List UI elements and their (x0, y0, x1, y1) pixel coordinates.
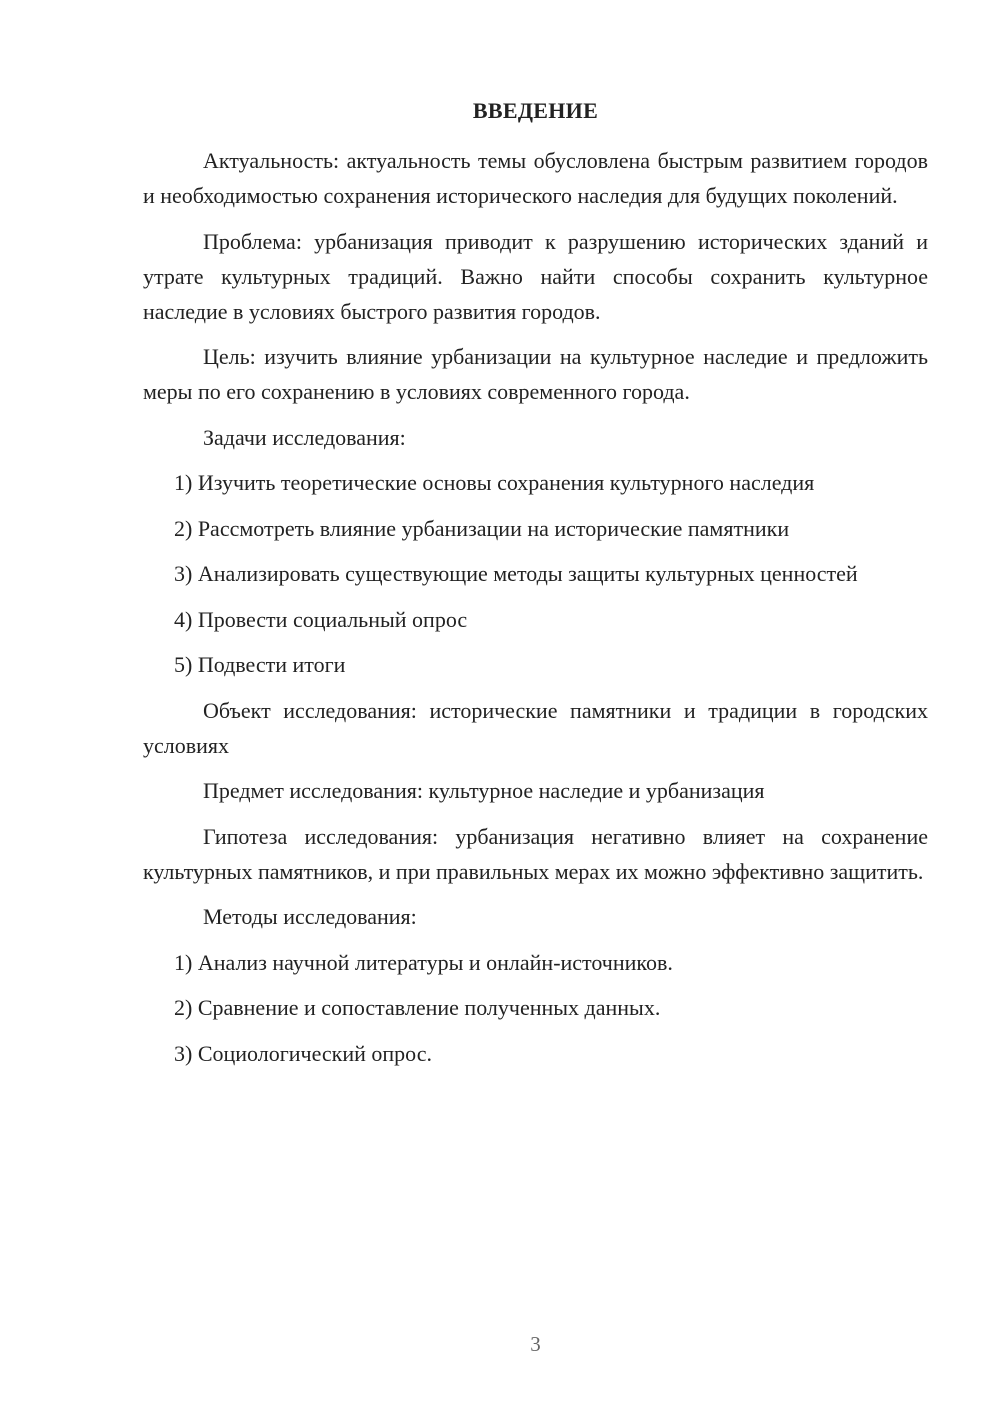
method-item: 3) Социологический опрос. (174, 1040, 432, 1066)
method-item: 2) Сравнение и сопоставление полученных данных. (174, 995, 661, 1020)
problem-paragraph: Проблема: урбанизация приводит к разрушению исторических зданий и утрате культурных традиций. Важно найти способы сохранить культурное наследие в условиях быстрого развития городов. (143, 228, 928, 324)
page-number: 3 (530, 1332, 541, 1356)
object-paragraph: Объект исследования: исторические памятники и традиции в городских условиях (143, 697, 928, 758)
goal-paragraph: Цель: изучить влияние урбанизации на культурное наследие и предложить меры по его сохранению в условиях современного города. (143, 344, 928, 404)
page-title: ВВЕДЕНИЕ (472, 98, 599, 123)
task-item: 2) Рассмотреть влияние урбанизации на исторические памятники (174, 515, 790, 541)
task-item: 4) Провести социальный опрос (174, 606, 468, 632)
task-item: 3) Анализировать существующие методы защиты культурных ценностей (174, 561, 858, 586)
method-item: 1) Анализ научной литературы и онлайн-источников. (174, 949, 673, 975)
subject-paragraph: Предмет исследования: культурное наследие и урбанизация (203, 778, 765, 803)
tasks-heading: Задачи исследования: (203, 424, 406, 450)
methods-heading: Методы исследования: (203, 904, 417, 929)
document-body (143, 143, 928, 1081)
task-item: 1) Изучить теоретические основы сохранения культурного наследия (174, 470, 815, 495)
relevance-paragraph: Актуальность: актуальность темы обусловлена быстрым развитием городов и необходимостью сохранения исторического наследия для будущих поколений. (143, 148, 928, 208)
task-item: 5) Подвести итоги (174, 652, 346, 677)
hypothesis-paragraph: Гипотеза исследования: урбанизация негативно влияет на сохранение культурных памятников, и при правильных мерах их можно эффективно защитить. (143, 823, 928, 884)
